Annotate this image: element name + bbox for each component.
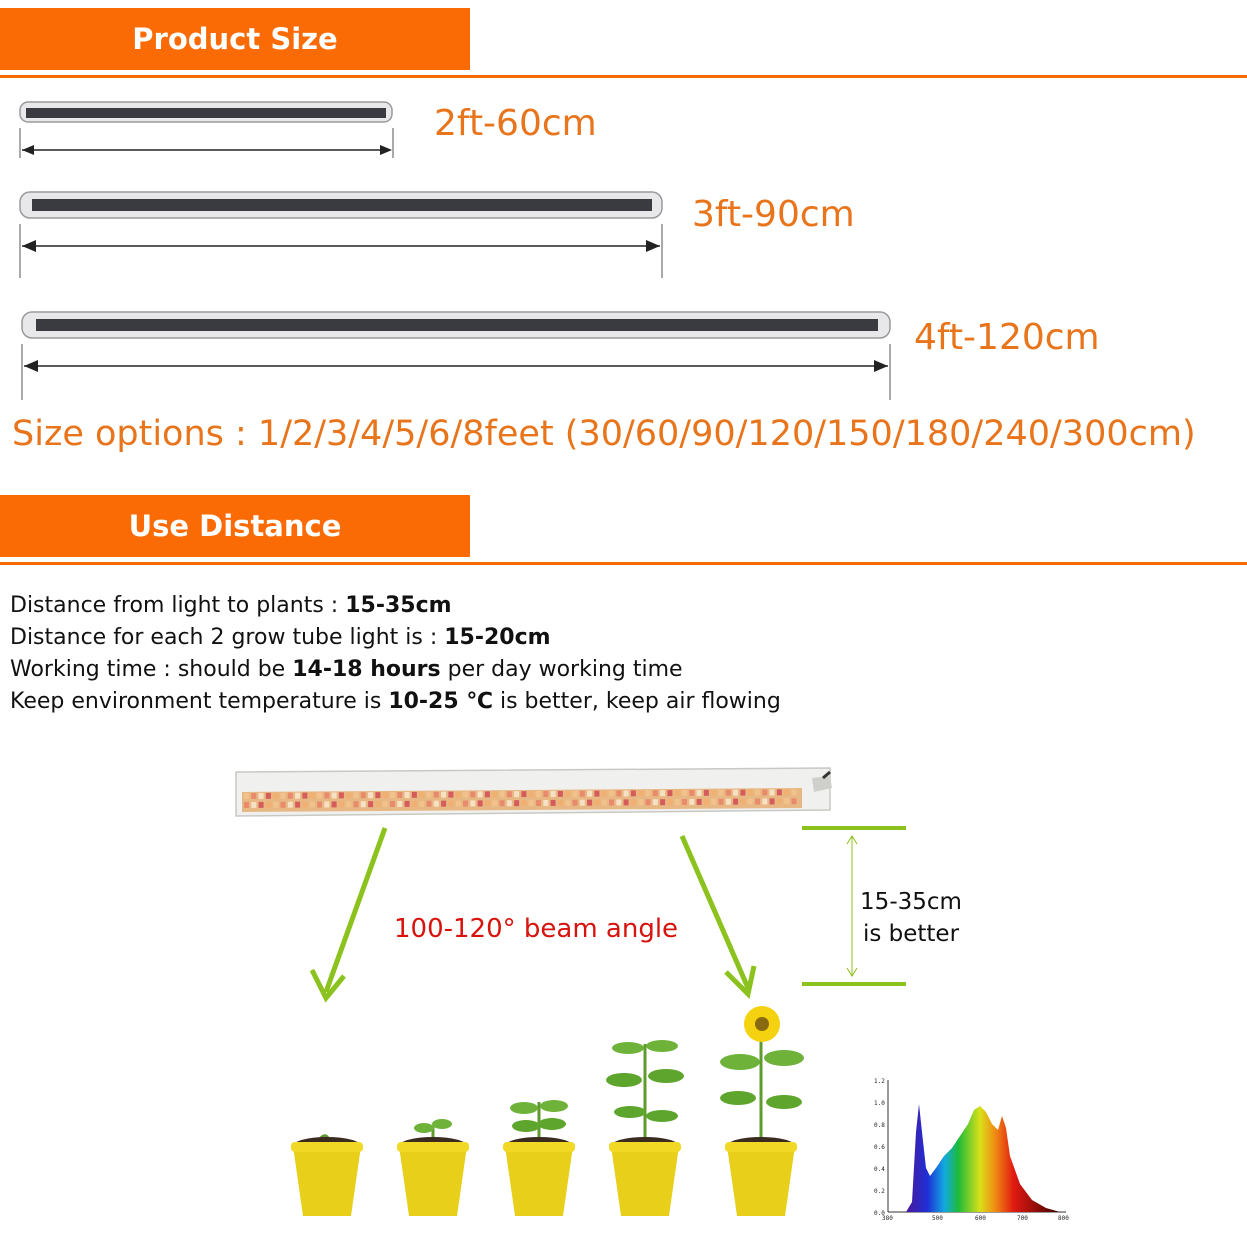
tube-3ft-image [18,188,666,280]
size-label-4ft: 4ft-120cm [914,317,1100,358]
distance-note-line1: 15-35cm [860,889,962,915]
product-size-title: Product Size [132,22,338,56]
product-size-banner [0,8,470,70]
x-tick: 380 [882,1215,893,1222]
plant-pot-stage-2 [394,1116,472,1220]
use-distance-banner [0,495,470,557]
plant-pot-stage-5 [718,1002,804,1220]
info-line: Distance for each 2 grow tube light is : 15-20cm [10,625,551,650]
size-label-2ft: 2ft-60cm [434,103,597,144]
tube-4ft-image [20,308,894,402]
tube-2ft-image [18,98,396,160]
spectrum-chart [860,1072,1074,1224]
usage-info [10,590,781,718]
info-line: Keep environment temperature is 10-25 ℃ is better, keep air flowing [10,689,781,714]
plant-pot-stage-1 [288,1120,366,1220]
plant-pot-stage-4 [604,1036,686,1220]
x-tick: 700 [1017,1215,1028,1222]
y-tick: 1.0 [874,1100,885,1107]
grow-light-tube-image [230,766,840,826]
info-line: Distance from light to plants : 15-35cm [10,593,452,618]
y-tick: 0.4 [874,1166,885,1173]
use-distance-title: Use Distance [128,509,342,543]
section-divider [0,75,1247,78]
sunflower-icon [744,1006,780,1042]
plant-pot-stage-3 [500,1094,578,1220]
y-tick: 1.2 [874,1078,885,1085]
distance-note-line2: is better [862,921,960,947]
distance-note [848,886,974,950]
section-divider [0,562,1247,565]
info-line: Working time : should be 14-18 hours per day working time [10,657,683,682]
size-options-text: Size options : 1/2/3/4/5/6/8feet (30/60/90/120/150/180/240/300cm) [12,414,1196,454]
y-tick: 0.2 [874,1188,885,1195]
y-tick: 0.6 [874,1144,885,1151]
beam-angle-label: 100-120° beam angle [394,914,679,944]
spectrum-curve [906,1104,1060,1212]
y-tick: 0.0 [874,1210,885,1217]
x-tick: 600 [975,1215,986,1222]
x-tick: 500 [932,1215,943,1222]
x-tick: 800 [1058,1215,1069,1222]
y-tick: 0.8 [874,1122,885,1129]
size-label-3ft: 3ft-90cm [692,194,855,235]
